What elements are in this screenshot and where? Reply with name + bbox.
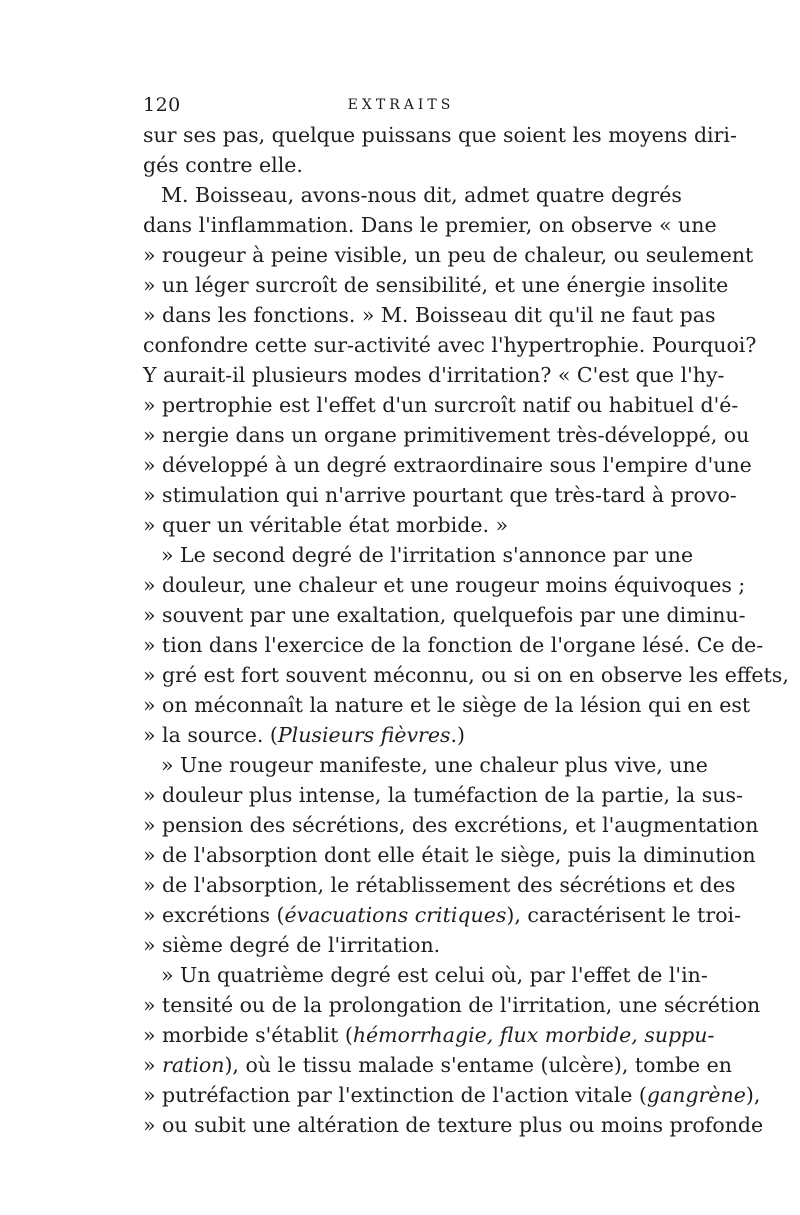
line-text-tail: )	[457, 723, 466, 747]
line-text: » douleur, une chaleur et une rougeur moins équivoques ;	[143, 573, 746, 597]
line-text-tail: ), où le tissu malade s'entame (ulcère), tombe en	[224, 1053, 732, 1077]
line-text: » gré est fort souvent méconnu, ou si on en observe les effets,	[143, 663, 789, 687]
line-text: » quer un véritable état morbide. »	[143, 513, 509, 537]
line-text: » de l'absorption dont elle était le siège, puis la diminution	[143, 843, 756, 867]
line-text: »	[143, 1053, 163, 1077]
text-line	[143, 150, 660, 180]
italic-text: hémorrhagie, flux morbide, suppu-	[352, 1023, 715, 1047]
line-text: » on méconnaît la nature et le siège de la lésion qui en est	[143, 693, 751, 717]
line-text: M. Boisseau, avons-nous dit, admet quatre degrés	[161, 183, 682, 207]
line-text: » pertrophie est l'effet d'un surcroît natif ou habituel d'é-	[143, 393, 739, 417]
line-text: » excrétions (	[143, 903, 285, 927]
text-line	[143, 480, 737, 510]
text-line	[143, 1020, 715, 1050]
text-line	[143, 660, 789, 690]
text-line	[143, 180, 682, 210]
text-line	[143, 630, 764, 660]
italic-text: gangrène	[646, 1083, 746, 1107]
line-text-tail: ), caractérisent le troi-	[506, 903, 742, 927]
text-line	[143, 690, 751, 720]
text-line	[143, 930, 660, 960]
italic-text: ration	[162, 1053, 225, 1077]
text-line	[143, 840, 756, 870]
text-line	[143, 900, 742, 930]
line-text: » Une rougeur manifeste, une chaleur plus vive, une	[161, 753, 708, 777]
text-line	[143, 990, 761, 1020]
italic-text: évacuations critiques	[284, 903, 507, 927]
line-text: dans l'inflammation. Dans le premier, on observe « une	[143, 213, 717, 237]
line-text: » Le second degré de l'irritation s'annonce par une	[161, 543, 694, 567]
line-text: » morbide s'établit (	[143, 1023, 353, 1047]
text-line	[143, 870, 736, 900]
text-line	[143, 360, 725, 390]
text-line	[143, 240, 754, 270]
line-text: » tion dans l'exercice de la fonction de l'organe lésé. Ce de-	[143, 633, 764, 657]
text-line	[143, 960, 708, 990]
line-text: Y aurait-il plusieurs modes d'irritation? « C'est que l'hy-	[143, 363, 725, 387]
text-line	[143, 750, 708, 780]
line-text: sur ses pas, quelque puissans que soient les moyens diri-	[143, 123, 737, 147]
text-line	[143, 390, 739, 420]
text-line	[143, 120, 737, 150]
text-line	[143, 1080, 761, 1110]
line-text: gés contre elle.	[143, 153, 303, 177]
line-text: » sième degré de l'irritation.	[143, 933, 441, 957]
text-line	[143, 450, 752, 480]
line-text: » putréfaction par l'extinction de l'action vitale (	[143, 1083, 647, 1107]
page-number: 120	[143, 94, 181, 116]
text-line	[143, 1110, 764, 1140]
text-line	[143, 420, 750, 450]
line-text: » pension des sécrétions, des excrétions, et l'augmentation	[143, 813, 759, 837]
text-line	[143, 210, 717, 240]
line-text: » ou subit une altération de texture plus ou moins profonde	[143, 1113, 764, 1137]
text-line	[143, 600, 746, 630]
italic-text: Plusieurs fièvres.	[277, 723, 458, 747]
text-line	[143, 330, 757, 360]
text-line	[143, 270, 729, 300]
line-text: » Un quatrième degré est celui où, par l'effet de l'in-	[161, 963, 708, 987]
line-text: » tensité ou de la prolongation de l'irritation, une sécrétion	[143, 993, 761, 1017]
line-text: » un léger surcroît de sensibilité, et une énergie insolite	[143, 273, 729, 297]
line-text: » souvent par une exaltation, quelquefois par une diminu-	[143, 603, 746, 627]
line-text: » dans les fonctions. » M. Boisseau dit qu'il ne faut pas	[143, 303, 716, 327]
text-line	[143, 540, 694, 570]
running-title: EXTRAITS	[347, 97, 455, 113]
line-text: » stimulation qui n'arrive pourtant que très-tard à provo-	[143, 483, 737, 507]
text-line	[143, 720, 660, 750]
body-text	[143, 120, 789, 1140]
line-text: » de l'absorption, le rétablissement des sécrétions et des	[143, 873, 736, 897]
line-text: » développé à un degré extraordinaire sous l'empire d'une	[143, 453, 752, 477]
text-line	[143, 570, 746, 600]
text-line	[143, 780, 743, 810]
page-header	[143, 92, 659, 118]
line-text: » rougeur à peine visible, un peu de chaleur, ou seulement	[143, 243, 754, 267]
text-line	[143, 810, 759, 840]
line-text: » douleur plus intense, la tuméfaction de la partie, la sus-	[143, 783, 743, 807]
line-text: » nergie dans un organe primitivement très-développé, ou	[143, 423, 750, 447]
text-line	[143, 510, 660, 540]
line-text: confondre cette sur-activité avec l'hypertrophie. Pourquoi?	[143, 333, 757, 357]
line-text-tail: ),	[745, 1083, 761, 1107]
text-line	[143, 300, 716, 330]
text-line	[143, 1050, 732, 1080]
line-text: » la source. (	[143, 723, 278, 747]
